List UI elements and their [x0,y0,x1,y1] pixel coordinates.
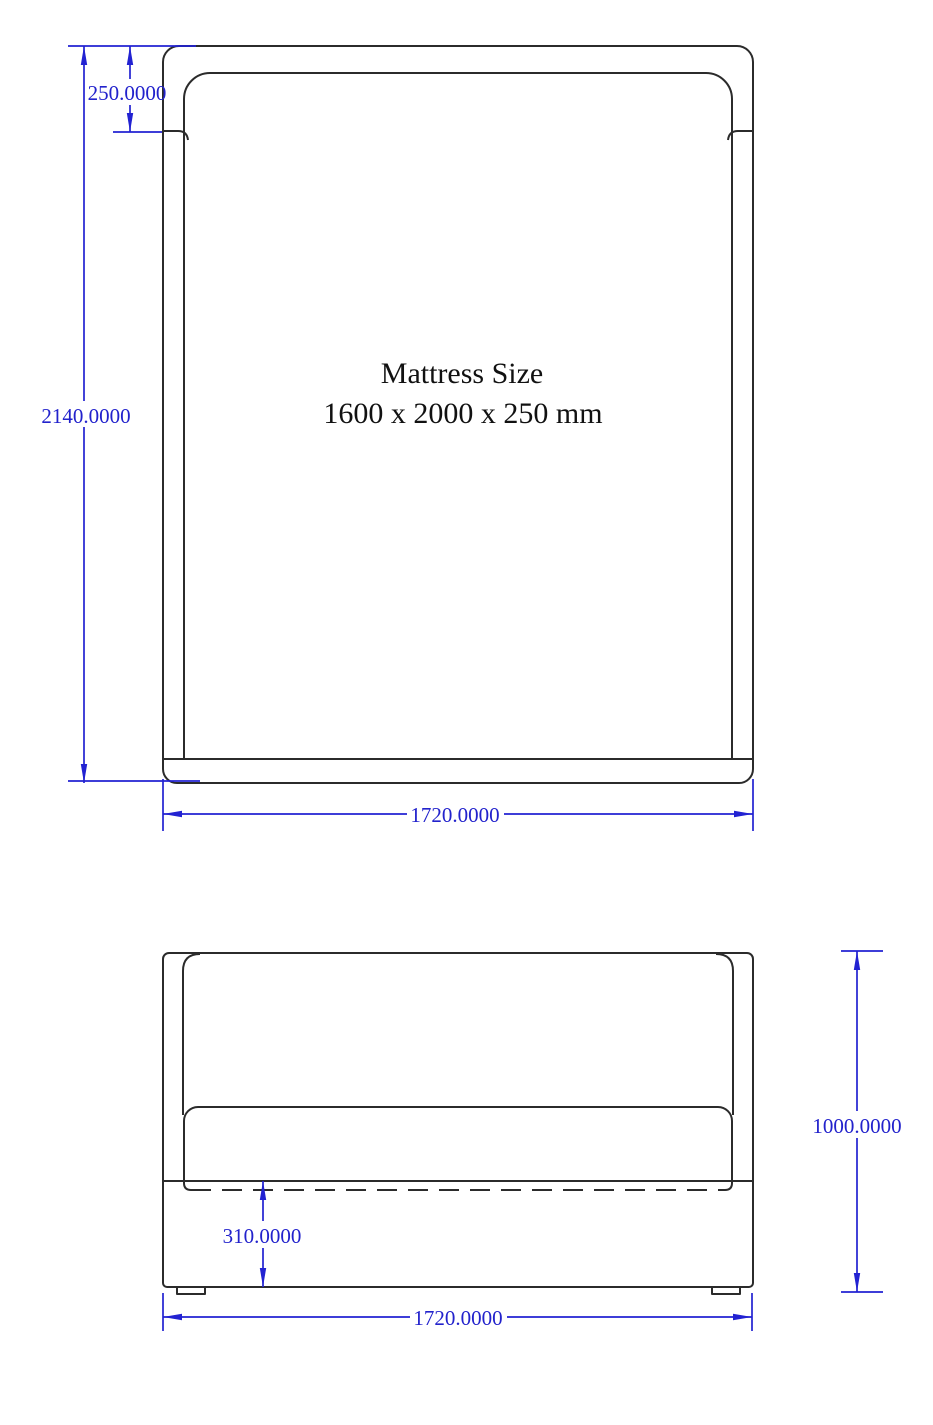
dim-text-base-height: 310.0000 [222,1224,302,1248]
headboard-post-inner-right [716,954,733,1115]
arrow-1720-front-left [163,1314,182,1320]
arrow-1000-up [854,951,860,970]
dimension-lines [42,46,905,1331]
arrow-250-down [127,113,133,132]
headboard-post-inner-left [183,954,200,1115]
mattress-label-size: 1600 x 2000 x 250 mm [323,397,603,430]
dim-text-headboard-depth: 250.0000 [87,81,167,105]
mattress-label-title: Mattress Size [380,357,544,390]
dim-text-front-overall-width: 1720.0000 [413,1306,503,1330]
arrow-310-down [260,1268,266,1287]
arrow-1000-down [854,1273,860,1292]
arrow-1720-top-right [734,811,753,817]
dim-text-top-overall-width: 1720.0000 [410,803,500,827]
arrow-250-up [127,46,133,65]
arrow-1720-top-left [163,811,182,817]
headboard-front-outline [163,953,753,1181]
arrow-1720-front-right [733,1314,752,1320]
arrow-2140-up [81,46,87,65]
annotations [41,81,901,1330]
dim-text-overall-depth: 2140.0000 [41,404,131,428]
mattress-front-outline [184,1107,732,1190]
foot-left [177,1287,205,1294]
dim-text-overall-height: 1000.0000 [812,1114,902,1138]
foot-right [712,1287,740,1294]
